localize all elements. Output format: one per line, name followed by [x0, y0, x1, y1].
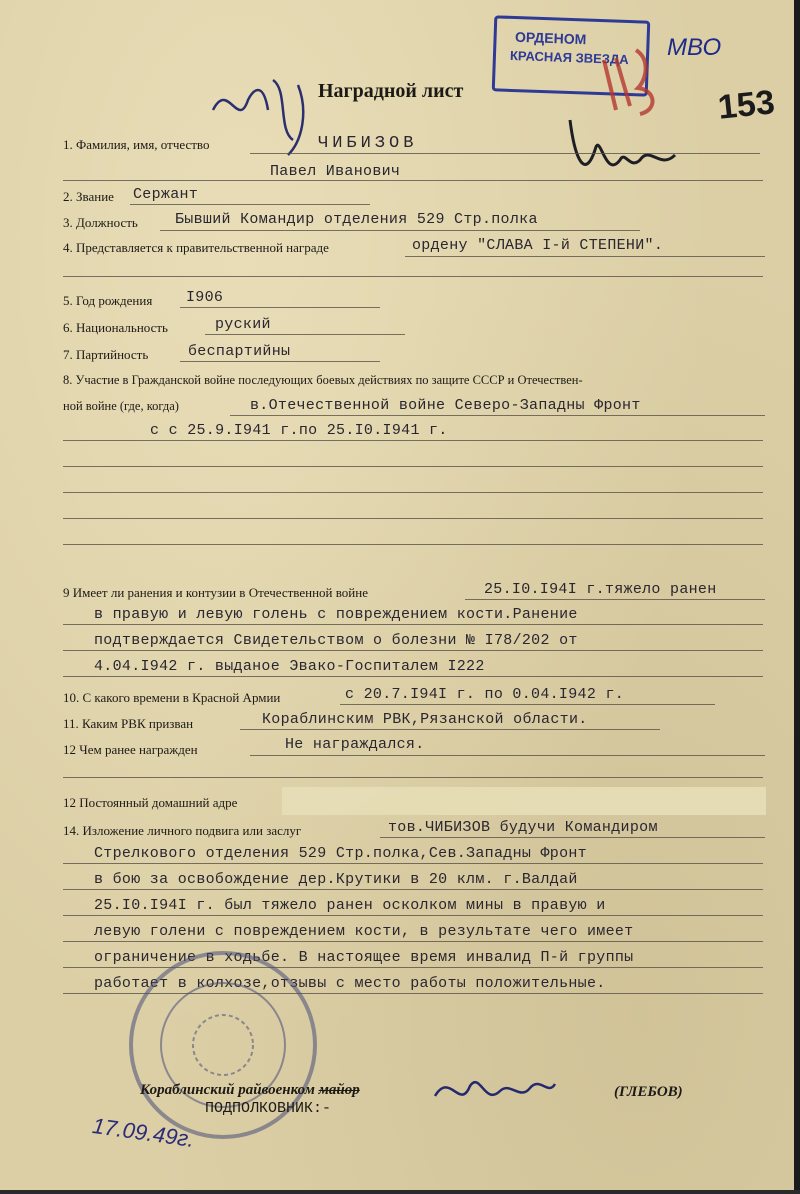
field-4-value: ордену "СЛАВА I-й СТЕПЕНИ".: [412, 237, 664, 254]
handwritten-annotation: [208, 70, 318, 160]
field-5-value: I906: [186, 289, 224, 306]
award-stamp-line2: КРАСНАЯ ЗВЕЗДА: [509, 47, 629, 68]
field-address-label: 12 Постоянный домашний адре: [63, 795, 238, 810]
field-12-label: 12 Чем ранее награжден: [63, 742, 198, 757]
field-1-line: [250, 153, 760, 154]
field-9-line4: [63, 676, 763, 677]
field-6-line: [205, 334, 405, 335]
field-14-line1: [380, 837, 765, 838]
field-8-line4: [63, 492, 763, 493]
document-title: Наградной лист: [318, 80, 464, 102]
red-handwritten-mark: [596, 40, 666, 120]
field-10-value: с 20.7.I94I г. по 0.04.I942 г.: [345, 686, 625, 703]
field-9-value-2: в правую и левую голень с повреждением кости.Ранение: [94, 606, 578, 623]
field-14-value-7: работает в колхозе,отзывы с место работы положительные.: [94, 975, 606, 992]
signature-struck-word: майор: [318, 1082, 360, 1098]
field-12-line2: [63, 777, 763, 778]
field-9-value-3: подтверждается Свидетельством о болезни № I78/202 от: [94, 632, 578, 649]
field-9-value-4: 4.04.I942 г. выданое Эвако-Госпиталем I222: [94, 658, 485, 675]
field-9-line3: [63, 650, 763, 651]
field-2-value: Сержант: [133, 186, 199, 203]
field-1-name: Павел Иванович: [270, 163, 401, 180]
field-8-value-1: в.Отечественной войне Северо-Западны Фронт: [250, 397, 641, 414]
field-6-value: руский: [215, 316, 271, 333]
scan-border-bottom: [0, 1190, 800, 1194]
field-11-label: 11. Каким РВК призван: [63, 716, 194, 731]
field-14-value-4: 25.I0.I94I г. был тяжело ранен осколком мины в правую и: [94, 897, 606, 914]
field-9-line2: [63, 624, 763, 625]
field-12-value: Не награждался.: [285, 736, 425, 753]
field-3-label: 3. Должность: [63, 215, 138, 230]
field-14-value-1: тов.ЧИБИЗОВ будучи Командиром: [388, 819, 658, 836]
field-8-label-2: ной войне (где, когда): [63, 399, 179, 413]
field-4-line2: [63, 276, 763, 277]
handwritten-signature: [430, 1066, 560, 1116]
handwritten-signature-top: [565, 110, 685, 190]
field-14-line4: [63, 915, 763, 916]
field-14-line5: [63, 941, 763, 942]
field-10-label: 10. С какого времени в Красной Армии: [63, 690, 281, 705]
field-2-line: [130, 204, 370, 205]
field-14-line2: [63, 863, 763, 864]
field-1-line2: [63, 180, 763, 181]
field-8-line5: [63, 518, 763, 519]
field-7-value: беспартийны: [188, 343, 291, 360]
field-14-line3: [63, 889, 763, 890]
signature-date: 17.09.49г.: [90, 1112, 196, 1153]
signature-label: Кораблинский райвоенком майор: [140, 1082, 360, 1098]
field-7-line: [180, 361, 380, 362]
field-9-label: 9 Имеет ли ранения и контузии в Отечественной войне: [63, 585, 368, 600]
field-4-label: 4. Представляется к правительственной награде: [63, 240, 329, 255]
field-14-value-2: Стрелкового отделения 529 Стр.полка,Сев.Западны Фронт: [94, 845, 587, 862]
field-12-line: [250, 755, 765, 756]
field-14-label: 14. Изложение личного подвига или заслуг: [63, 823, 302, 838]
field-8-line6: [63, 544, 763, 545]
field-7-label: 7. Партийность: [63, 347, 149, 362]
field-8-line2: [63, 440, 763, 441]
field-9-line: [465, 599, 765, 600]
field-5-line: [180, 307, 380, 308]
field-11-line: [240, 729, 660, 730]
field-3-value: Бывший Командир отделения 529 Стр.полка: [175, 211, 538, 228]
award-stamp-line1: ОРДЕНОМ: [514, 28, 587, 48]
field-3-line: [160, 230, 640, 231]
field-9-value-1: 25.I0.I94I г.тяжело ранен: [484, 581, 717, 598]
field-11-value: Кораблинским РВК,Рязанской области.: [262, 711, 588, 728]
field-8-line: [230, 415, 765, 416]
field-14-value-3: в бою за освобождение дер.Крутики в 20 клм. г.Валдай: [94, 871, 578, 888]
field-6-label: 6. Национальность: [63, 320, 168, 335]
address-redaction: [282, 787, 766, 815]
field-14-value-5: левую голени с повреждением кости, в результате чего имеет: [94, 923, 634, 940]
field-2-label: 2. Звание: [63, 189, 114, 204]
field-5-label: 5. Год рождения: [63, 293, 153, 308]
signer-name: (ГЛЕБОВ): [614, 1084, 683, 1100]
field-1-surname: ЧИБИЗОВ: [318, 134, 418, 153]
scan-border-right: [794, 0, 800, 1194]
field-8-line3: [63, 466, 763, 467]
field-10-line: [340, 704, 715, 705]
sheet-number: 153: [716, 83, 777, 127]
field-1-label: 1. Фамилия, имя, отчество: [63, 137, 210, 152]
field-8-label-1: 8. Участие в Гражданской войне последующих боевых действиях по защите СССР и Отечествен-: [63, 373, 583, 387]
field-8-value-2: с с 25.9.I941 г.по 25.I0.I941 г.: [150, 422, 448, 439]
field-14-value-6: ограничение в ходьбе. В настоящее время инвалид П-й группы: [94, 949, 634, 966]
field-4-line: [405, 256, 765, 257]
district-mark: МВО: [667, 34, 722, 61]
signer-rank: ПОДПОЛКОВНИК:-: [205, 1100, 332, 1117]
